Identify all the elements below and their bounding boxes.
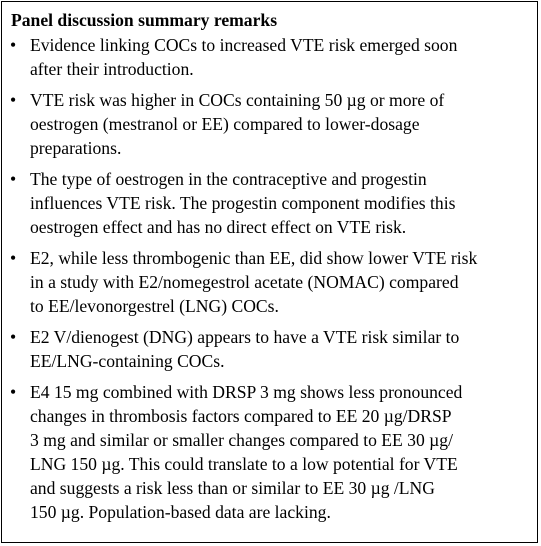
list-item <box>2 33 537 81</box>
summary-list <box>2 33 537 531</box>
item-text-line: changes in thrombosis factors compared to EE 20 µg/DRSP <box>30 406 452 426</box>
item-text-line: EE/LNG-containing COCs. <box>30 351 225 371</box>
item-text-line: The type of oestrogen in the contraceptive and progestin <box>30 169 427 189</box>
item-text-line: oestrogen (mestranol or EE) compared to lower-dosage <box>30 114 420 134</box>
list-item <box>2 246 537 318</box>
item-text-line: LNG 150 µg. This could translate to a low potential for VTE <box>30 454 458 474</box>
bullet-icon: • <box>10 90 17 110</box>
item-text-line: 150 µg. Population-based data are lacking. <box>30 502 331 522</box>
item-text-line: Evidence linking COCs to increased VTE risk emerged soon <box>30 35 458 55</box>
list-item <box>2 325 537 373</box>
summary-panel <box>1 1 538 543</box>
item-text-line: and suggests a risk less than or similar to EE 30 µg /LNG <box>30 478 435 498</box>
item-text-line: influences VTE risk. The progestin component modifies this <box>30 193 456 213</box>
bullet-icon: • <box>10 248 17 268</box>
list-item <box>2 88 537 160</box>
list-item <box>2 380 537 524</box>
item-text-line: after their introduction. <box>30 59 194 79</box>
item-text-line: 3 mg and similar or smaller changes compared to EE 30 µg/ <box>30 430 453 450</box>
item-text-line: E2 V/dienogest (DNG) appears to have a VTE risk similar to <box>30 327 460 347</box>
bullet-icon: • <box>10 327 17 347</box>
bullet-icon: • <box>10 35 17 55</box>
item-text-line: VTE risk was higher in COCs containing 50 µg or more of <box>30 90 445 110</box>
item-text-line: oestrogen effect and has no direct effect on VTE risk. <box>30 217 407 237</box>
item-text-line: in a study with E2/nomegestrol acetate (NOMAC) compared <box>30 272 459 292</box>
item-text-line: E4 15 mg combined with DRSP 3 mg shows less pronounced <box>30 382 463 402</box>
list-item <box>2 167 537 239</box>
panel-title: Panel discussion summary remarks <box>11 10 278 30</box>
bullet-icon: • <box>10 382 17 402</box>
bullet-icon: • <box>10 169 17 189</box>
item-text-line: E2, while less thrombogenic than EE, did show lower VTE risk <box>30 248 478 268</box>
item-text-line: to EE/levonorgestrel (LNG) COCs. <box>30 296 279 316</box>
item-text-line: preparations. <box>30 138 122 158</box>
